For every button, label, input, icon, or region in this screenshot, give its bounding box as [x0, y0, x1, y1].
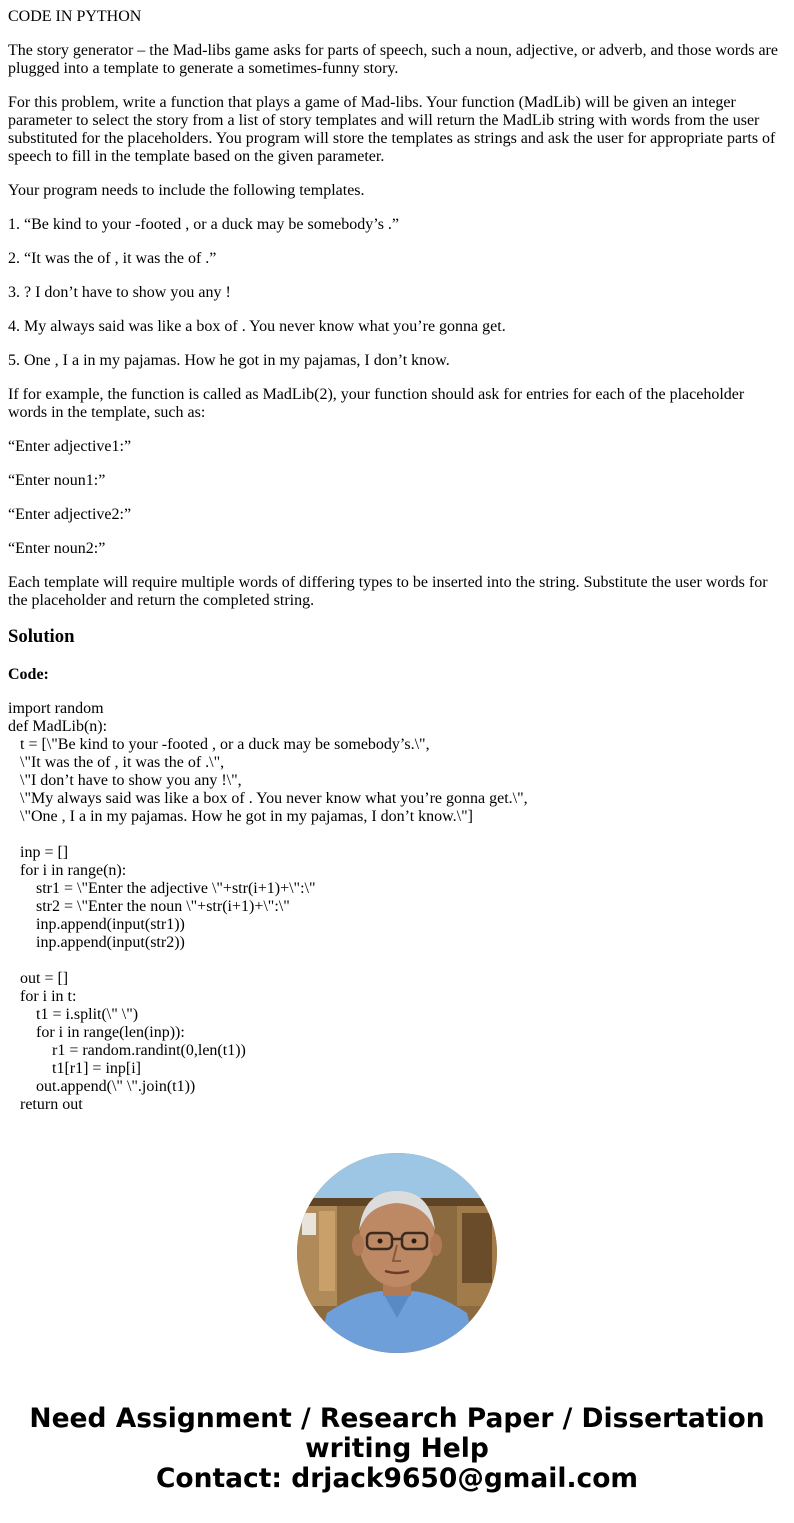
contact-banner	[0, 1404, 794, 1494]
code-block: import random def MadLib(n): t = [\"Be kind to your -footed , or a duck may be somebody’s.\", \"It was the of , it was the of .\", \"I don’t have to show you any !\", \"My always said was like a box of . You never know what you’re gonna get.\", \"One , I a in my pajamas. How he got in my pajamas, I don’t know.\"] inp = [] for i in range(n): str1 = \"Enter the adjective \"+str(i+1)+\":\" str2 = \"Enter the noun \"+str(i+1)+\":\" inp.append(input(str1)) inp.append(input(str2)) out = [] for i in t: t1 = i.split(\" \") for i in range(len(inp)): r1 = random.randint(0,len(t1)) t1[r1] = inp[i] out.append(\" \".join(t1)) return out	[8, 700, 528, 1113]
template-item-5: 5. One , I a in my pajamas. How he got in my pajamas, I don’t know.	[8, 352, 450, 369]
template-item-3: 3. ? I don’t have to show you any !	[8, 284, 231, 301]
template-item-4: 4. My always said was like a box of . You never know what you’re gonna get.	[8, 318, 506, 335]
prompt-item-4: “Enter noun2:”	[8, 540, 106, 557]
template-item-2: 2. “It was the of , it was the of .”	[8, 250, 217, 267]
question-problem: For this problem, write a function that plays a game of Mad-libs. Your function (MadLib) will be given an integer parameter to select the story from a list of story templates and will return the MadLib string with words from the user substituted for the placeholders. You program will store the templates as strings and ask the user for appropriate parts of speech to fill in the template based on the given parameter.	[8, 94, 776, 165]
contact-line-1: Need Assignment / Research Paper / Dissertation	[29, 1403, 765, 1434]
code-label: Code:	[8, 666, 49, 683]
prompt-item-2: “Enter noun1:”	[8, 472, 106, 489]
contact-email: Contact: drjack9650@gmail.com	[155, 1463, 639, 1494]
template-item-1: 1. “Be kind to your -footed , or a duck may be somebody’s .”	[8, 216, 400, 233]
example-intro: If for example, the function is called as MadLib(2), your function should ask for entries for each of the placeholder words in the template, such as:	[8, 386, 745, 421]
prompt-item-1: “Enter adjective1:”	[8, 438, 132, 455]
contact-line-2: writing Help	[305, 1433, 489, 1464]
question-closing: Each template will require multiple words of differing types to be inserted into the string. Substitute the user words for the placeholder and return the completed string.	[8, 574, 768, 609]
templates-intro: Your program needs to include the following templates.	[8, 182, 365, 199]
solution-heading: Solution	[8, 626, 75, 647]
avatar	[297, 1153, 497, 1353]
question-content	[8, 8, 786, 1114]
question-title: CODE IN PYTHON	[8, 8, 142, 25]
prompt-item-3: “Enter adjective2:”	[8, 506, 132, 523]
question-intro: The story generator – the Mad-libs game asks for parts of speech, such a noun, adjective, or adverb, and those words are plugged into a template to generate a sometimes-funny story.	[8, 42, 778, 77]
tutor-photo-icon	[297, 1153, 497, 1353]
